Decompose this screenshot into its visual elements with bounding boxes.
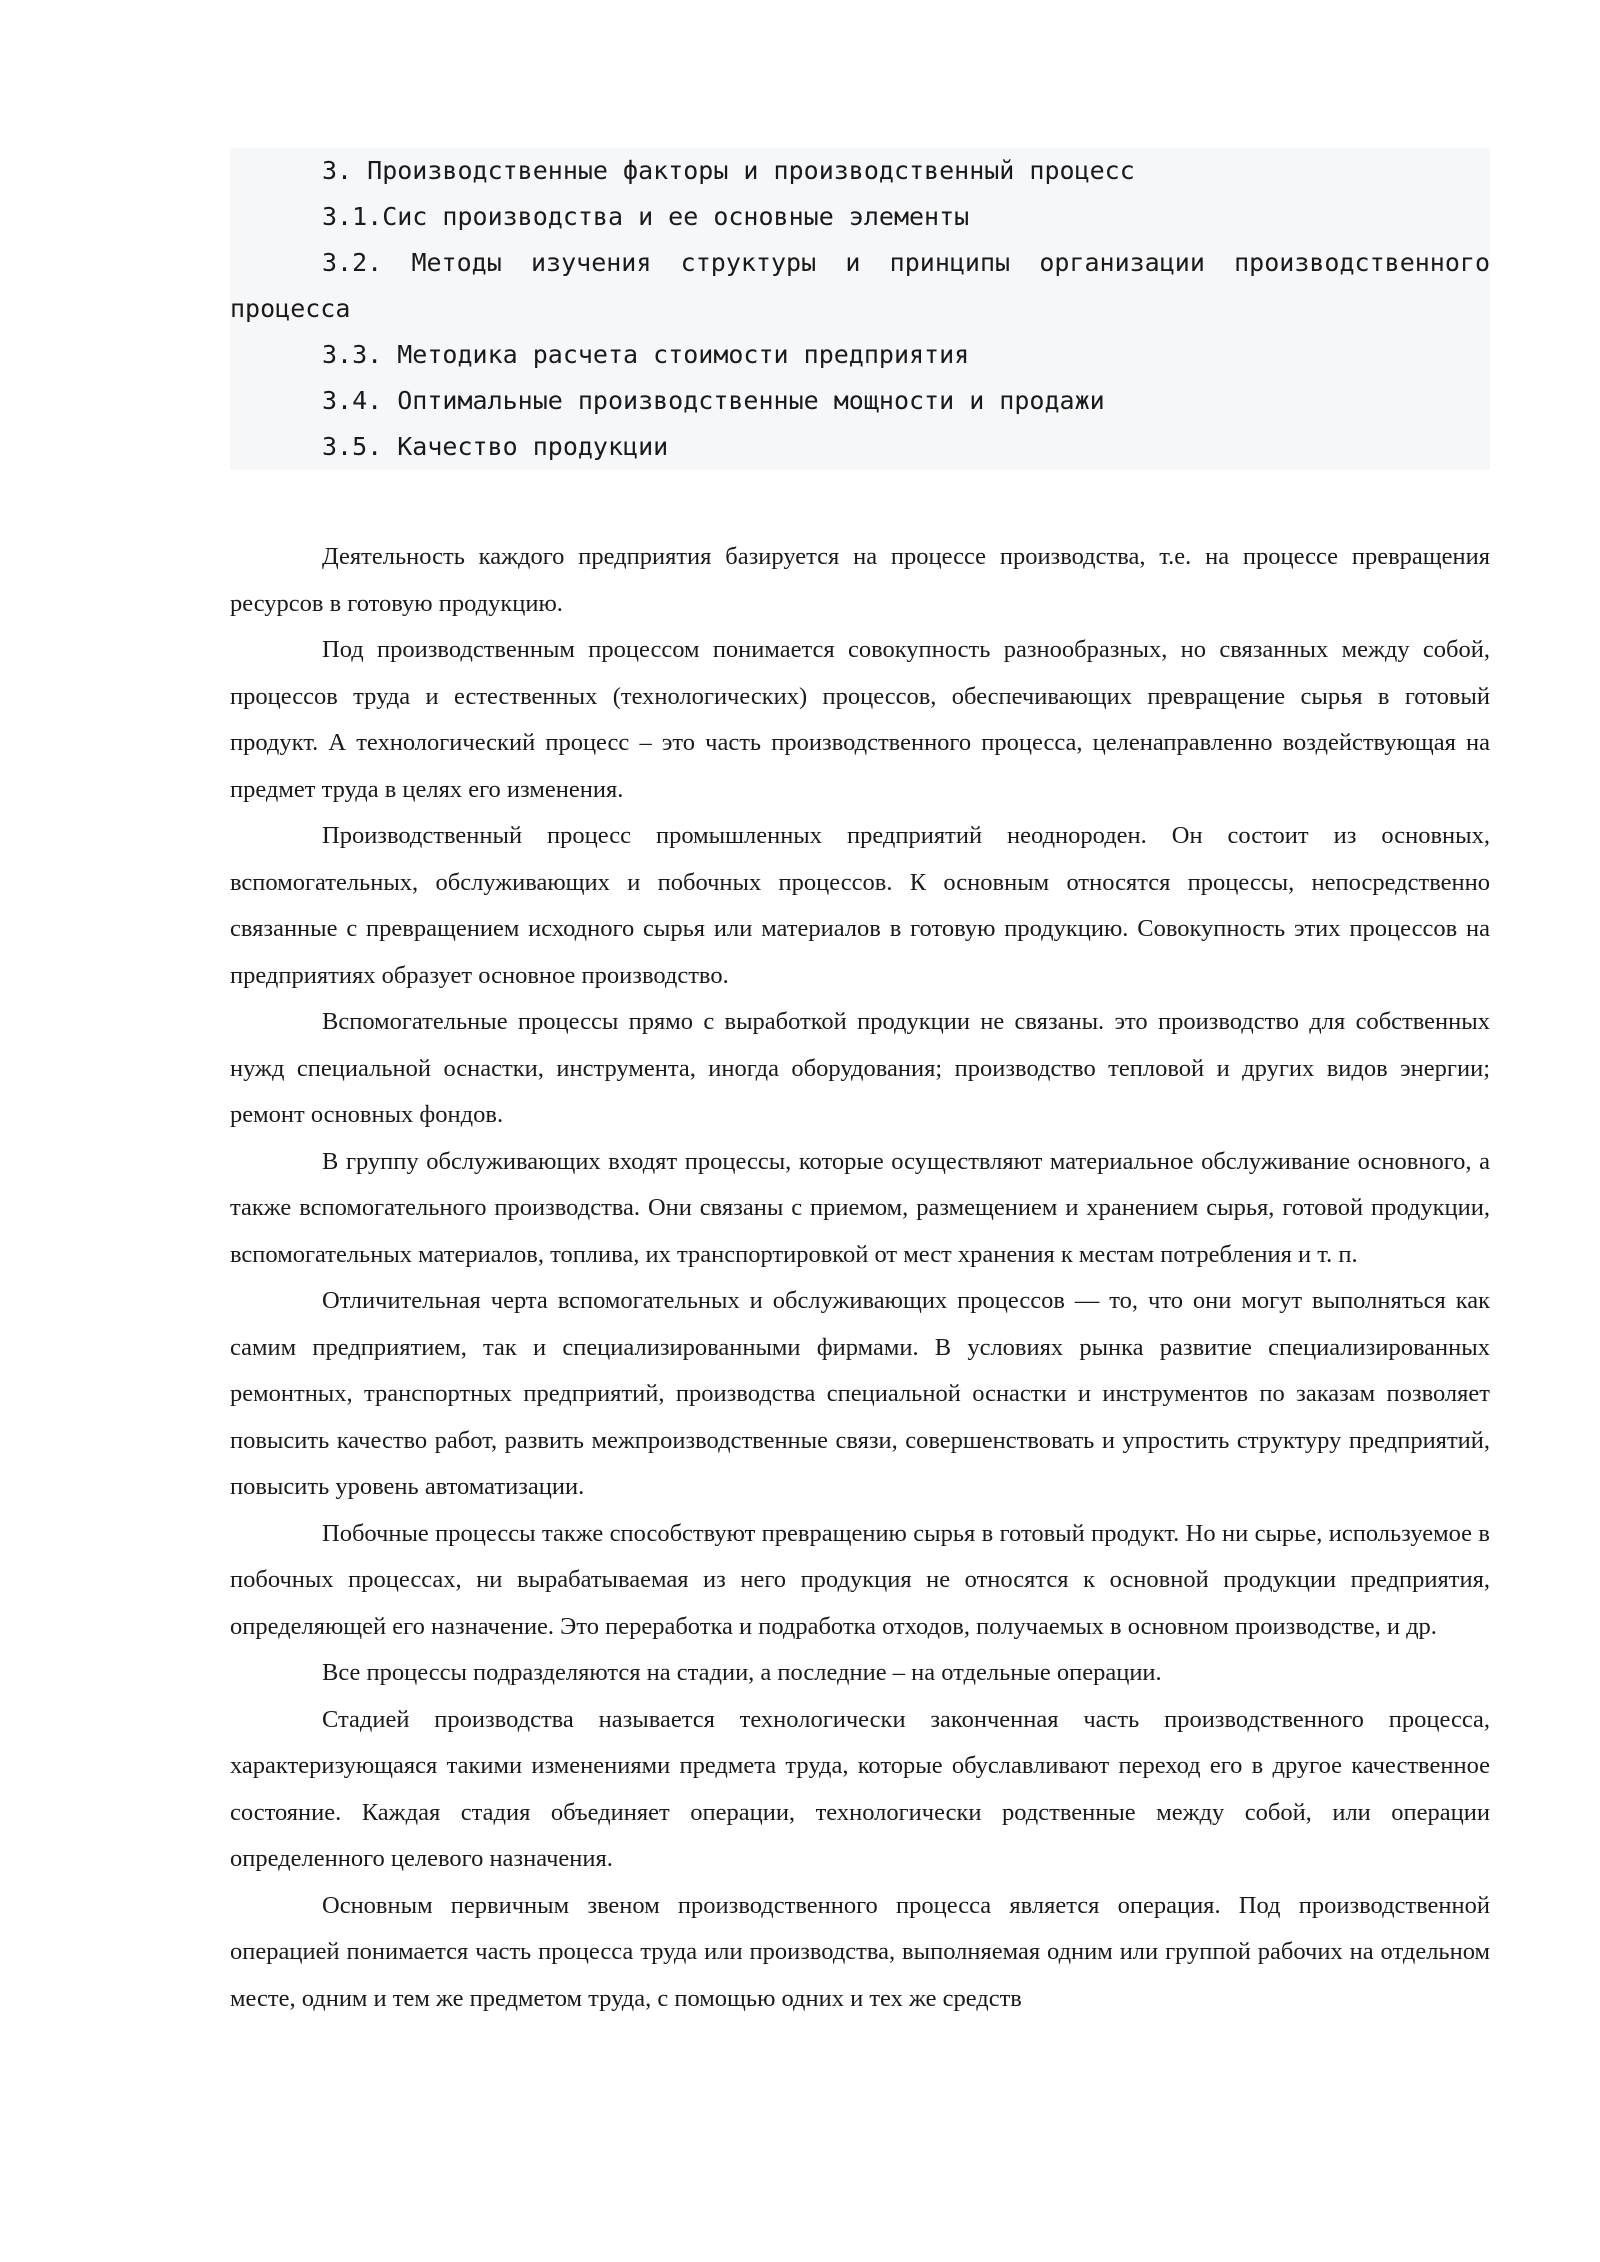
paragraph: Стадией производства называется технологически законченная часть производственного процесса, характеризующаяся такими изменениями предмета труда, которые обуславливают переход его в другое качественное состояние. Каждая стадия объединяет операции, технологически родственные между собой, или операции определенного целевого назначения.: [230, 1705, 1490, 1872]
paragraph: Деятельность каждого предприятия базируется на процессе производства, т.е. на процессе превращения ресурсов в готовую продукцию.: [230, 543, 1490, 617]
toc-item-3-4: 3.4. Оптимальные производственные мощности и продажи: [322, 386, 1105, 415]
toc-item-3-2: 3.2. Методы изучения структуры и принципы организации производственного процесса: [230, 248, 1490, 323]
toc-item-3: 3. Производственные факторы и производственный процесс: [322, 156, 1135, 185]
toc-item-3-3: 3.3. Методика расчета стоимости предприятия: [322, 340, 970, 369]
paragraph: Под производственным процессом понимается совокупность разнообразных, но связанных между собой, процессов труда и естественных (технологических) процессов, обеспечивающих превращение сырья в готовый продукт. А технологический процесс – это часть производственного процесса, целенаправленно воздействующая на предмет труда в целях его изменения.: [230, 636, 1490, 803]
toc-item-3-1: 3.1.Сис производства и ее основные элементы: [322, 202, 970, 231]
paragraph: Побочные процессы также способствуют превращению сырья в готовый продукт. Но ни сырье, используемое в побочных процессах, ни вырабатываемая из него продукция не относятся к основной продукции предприятия, определяющей его назначение. Это переработка и подработка отходов, получаемых в основном производстве, и др.: [230, 1519, 1490, 1640]
body-text: [230, 534, 1490, 2022]
paragraph: Основным первичным звеном производственного процесса является операция. Под производственной операцией понимается часть процесса труда или производства, выполняемая одним или группой рабочих на отдельном месте, одним и тем же предметом труда, с помощью одних и тех же средств: [230, 1891, 1490, 2012]
document-page: [230, 148, 1490, 2022]
paragraph: Отличительная черта вспомогательных и обслуживающих процессов — то, что они могут выполняться как самим предприятием, так и специализированными фирмами. В условиях рынка развитие специализированных ремонтных, транспортных предприятий, производства специальной оснастки и инструментов по заказам позволяет повысить качество работ, развить межпроизводственные связи, совершенствовать и упростить структуру предприятий, повысить уровень автоматизации.: [230, 1287, 1490, 1500]
table-of-contents: [230, 148, 1490, 470]
toc-item-3-5: 3.5. Качество продукции: [322, 432, 669, 461]
paragraph: Вспомогательные процессы прямо с выработкой продукции не связаны. это производство для собственных нужд специальной оснастки, инструмента, иногда оборудования; производство тепловой и других видов энергии; ремонт основных фондов.: [230, 1008, 1490, 1128]
paragraph: Производственный процесс промышленных предприятий неоднороден. Он состоит из основных, вспомогательных, обслуживающих и побочных процессов. К основным относятся процессы, непосредственно связанные с превращением исходного сырья или материалов в готовую продукцию. Совокупность этих процессов на предприятиях образует основное производство.: [230, 822, 1490, 989]
paragraph: Все процессы подразделяются на стадии, а последние – на отдельные операции.: [322, 1659, 1162, 1686]
paragraph: В группу обслуживающих входят процессы, которые осуществляют материальное обслуживание основного, а также вспомогательного производства. Они связаны с приемом, размещением и хранением сырья, готовой продукции, вспомогательных материалов, топлива, их транспортировкой от мест хранения к местам потребления и т. п.: [230, 1147, 1490, 1268]
